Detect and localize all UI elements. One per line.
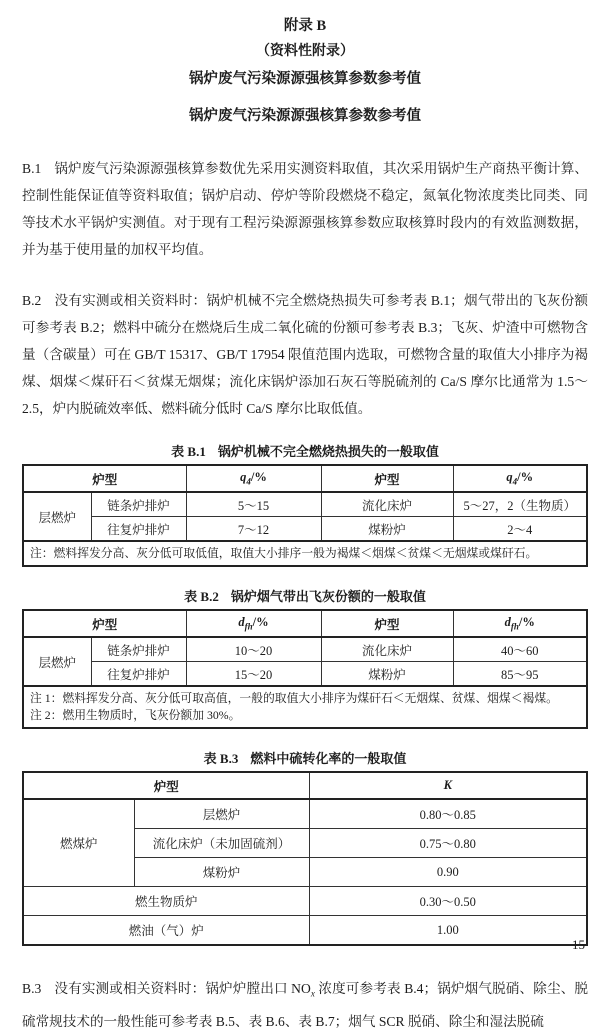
- paragraph-b3-nox-subscript: x: [310, 988, 315, 999]
- table-b1-header-type-left: 炉型: [23, 465, 186, 492]
- table-b3-value-cell: 0.75～0.80: [309, 829, 587, 858]
- table-b3-row-1: [23, 799, 587, 829]
- table-b2-subtype-cell: 链条炉排炉: [91, 637, 186, 662]
- table-b2-value-cell: 15～20: [186, 662, 321, 687]
- table-b3-header-type: 炉型: [23, 772, 309, 799]
- table-b1-row-1: [23, 492, 587, 517]
- table-b1-type2-cell: 流化床炉: [321, 492, 453, 517]
- table-b2-header-type-right: 炉型: [321, 610, 453, 637]
- table-b2-title-text: 锅炉烟气带出飞灰份额的一般取值: [230, 589, 426, 604]
- table-b2-group-cell: 层燃炉: [23, 637, 91, 686]
- table-b2-row-2: [23, 662, 587, 687]
- table-b2-type2-cell: 流化床炉: [321, 637, 453, 662]
- page-number: 15: [572, 937, 585, 952]
- table-b2-value2-cell: 85～95: [453, 662, 587, 687]
- table-b2-header-type-left: 炉型: [23, 610, 186, 637]
- table-b3-type-cell: 层燃炉: [134, 799, 309, 829]
- paragraph-b3-label: B.3: [22, 981, 42, 996]
- table-b3-value-cell: 1.00: [309, 916, 587, 946]
- table-b2-title: [22, 586, 588, 605]
- paragraph-b3: [22, 975, 588, 1035]
- table-b3-value-cell: 0.80～0.85: [309, 799, 587, 829]
- table-b3-value-cell: 0.30～0.50: [309, 887, 587, 916]
- section-title: 锅炉废气污染源源强核算参数参考值: [189, 108, 421, 124]
- paragraph-b3-text-1: 没有实测或相关资料时：锅炉炉膛出口 NO: [54, 981, 311, 996]
- table-b2-value2-cell: 40～60: [453, 637, 587, 662]
- paragraph-b2-label: B.2: [22, 293, 42, 308]
- table-b2-value-cell: 10～20: [186, 637, 321, 662]
- table-b2-notes: [23, 686, 587, 728]
- paragraph-b1-label: B.1: [22, 161, 42, 176]
- table-b3-row-4: [23, 887, 587, 916]
- table-b1-value-cell: 5～15: [186, 492, 321, 517]
- table-b2-subtype-cell: 往复炉排炉: [91, 662, 186, 687]
- table-b3-value-cell: 0.90: [309, 858, 587, 887]
- table-b2-type2-cell: 煤粉炉: [321, 662, 453, 687]
- table-b1-value-cell: 7～12: [186, 517, 321, 542]
- table-b2-note-row: [23, 686, 587, 728]
- table-b2-title-label: 表 B.2: [184, 589, 219, 604]
- table-b1-title-text: 锅炉机械不完全燃烧热损失的一般取值: [217, 444, 439, 459]
- table-b1-group-cell: 层燃炉: [23, 492, 91, 541]
- table-b2-note-2: 注 2：燃用生物质时，飞灰份额加 30%。: [30, 708, 241, 722]
- table-b3-title-text: 燃料中硫转化率的一般取值: [250, 751, 407, 766]
- table-b3-type-cell: 燃生物质炉: [23, 887, 309, 916]
- table-b3-type-cell: 燃油（气）炉: [23, 916, 309, 946]
- table-b3: [22, 771, 588, 946]
- table-b3-type-cell: 流化床炉（未加固硫剂）: [134, 829, 309, 858]
- table-b1-subtype-cell: 往复炉排炉: [91, 517, 186, 542]
- table-b1-type2-cell: 煤粉炉: [321, 517, 453, 542]
- table-b3-header-k: K: [309, 772, 587, 799]
- table-b1-value2-cell: 2～4: [453, 517, 587, 542]
- table-b1-note: 注：燃料挥发分高、灰分低可取低值，取值大小排序一般为褐煤＜烟煤＜贫煤＜无烟煤或煤矸石。: [23, 541, 587, 566]
- paragraph-b1-text: 锅炉废气污染源源强核算参数优先采用实测资料取值，其次采用锅炉生产商热平衡计算、控制性能保证值等资料取值；锅炉启动、停炉等阶段燃烧不稳定，氮氧化物浓度类比同类、同等技术水平锅炉实测值。对于现有工程污染源源强核算参数应取核算时段内的有效监测数据，并为基于使用量的加权平均值。: [22, 161, 588, 257]
- document-heading: [22, 14, 588, 128]
- table-b2-header-row: [23, 610, 587, 637]
- appendix-label: 附录 B: [283, 18, 327, 34]
- paragraph-b3-text-2: 浓度可参考表 B.4；锅炉烟气脱硝、除尘、脱硫常规技术的一般性能可参考表 B.5、表 B.6、表 B.7；烟气 SCR 脱硝、除尘和湿法脱硫: [22, 981, 589, 1029]
- paragraph-b2: [22, 287, 588, 422]
- paragraph-b1: [22, 155, 588, 263]
- table-b3-title: [22, 748, 588, 767]
- table-b3-group-cell: 燃煤炉: [23, 799, 134, 887]
- table-b1-subtype-cell: 链条炉排炉: [91, 492, 186, 517]
- table-b1-title-label: 表 B.1: [171, 444, 206, 459]
- paragraph-b2-text: 没有实测或相关资料时：锅炉机械不完全燃烧热损失可参考表 B.1；烟气带出的飞灰份额可参考表 B.2；燃料中硫分在燃烧后生成二氧化硫的份额可参考表 B.3；飞灰、炉渣中可燃物含量（含碳量）可在 GB/T 15317、GB/T 17954 限值范围内选取，可燃物含量的取值大小排序为褐煤、烟煤＜煤矸石＜贫煤无烟煤；流化床锅炉添加石灰石等脱硫剂的 Ca/S 摩尔比通常为 1.5～2.5，炉内脱硫效率低、燃料硫分低时 Ca/S 摩尔比取低值。: [22, 293, 588, 416]
- table-b1-note-row: [23, 541, 587, 566]
- table-b1-header-q4-right: $q_4/\%$: [453, 465, 587, 492]
- table-b3-row-5: [23, 916, 587, 946]
- table-b3-type-cell: 煤粉炉: [134, 858, 309, 887]
- table-b3-title-label: 表 B.3: [203, 751, 239, 766]
- table-b1-header-row: [23, 465, 587, 492]
- table-b1-value2-cell: 5～27，2（生物质）: [453, 492, 587, 517]
- table-b2-note-1: 注 1：燃料挥发分高、灰分低可取高值，一般的取值大小排序为煤矸石＜无烟煤、贫煤、烟煤＜褐煤。: [30, 691, 558, 705]
- table-b2-header-dfh-left: $d_{fh}/\%$: [186, 610, 321, 637]
- appendix-title: 锅炉废气污染源源强核算参数参考值: [189, 71, 421, 87]
- table-b1-title: [22, 441, 588, 460]
- table-b3-header-row: [23, 772, 587, 799]
- table-b1-header-q4-left: $q_4/\%$: [186, 465, 321, 492]
- appendix-type-note: （资料性附录）: [256, 44, 354, 59]
- table-b2-row-1: [23, 637, 587, 662]
- table-b1: [22, 464, 588, 567]
- table-b2-header-dfh-right: $d_{fh}/\%$: [453, 610, 587, 637]
- table-b2: [22, 609, 588, 729]
- table-b1-header-type-right: 炉型: [321, 465, 453, 492]
- table-b1-row-2: [23, 517, 587, 542]
